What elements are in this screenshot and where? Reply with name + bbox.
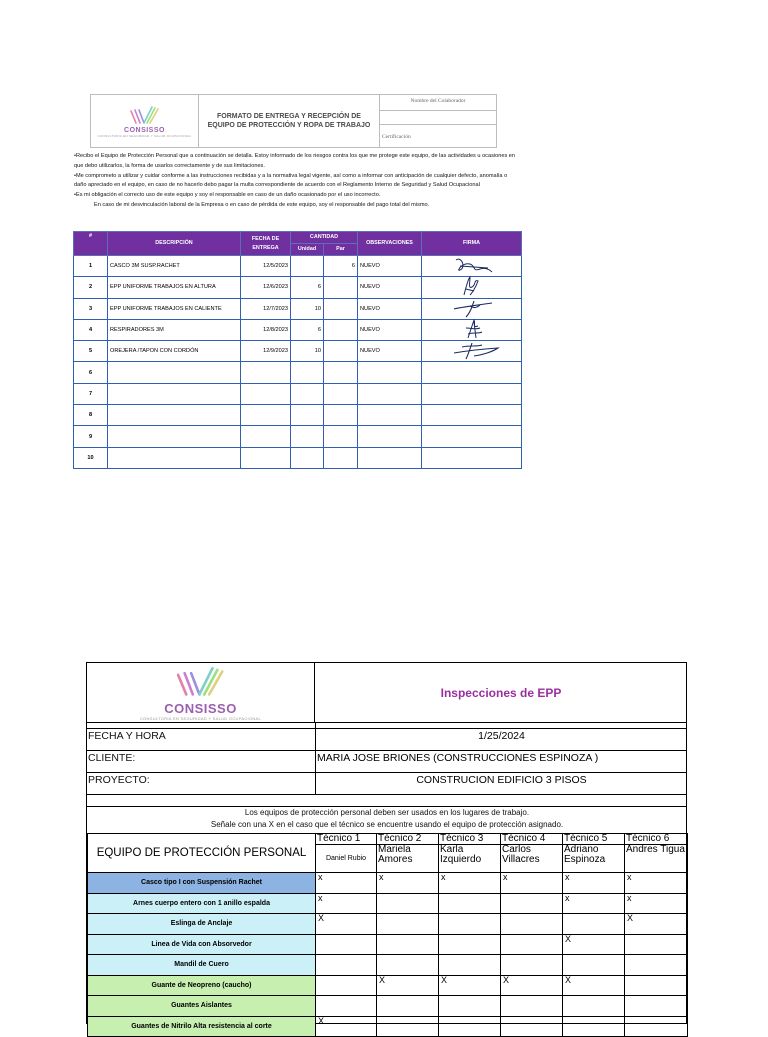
check-cell[interactable]	[625, 934, 688, 955]
check-cell[interactable]: X	[316, 1016, 377, 1037]
equipment-name: Eslinga de Anclaje	[88, 914, 316, 935]
row-date: 12/5/2023	[241, 256, 291, 277]
collaborator-label: Nombre del Colaborador	[380, 95, 496, 111]
check-cell[interactable]: x	[625, 873, 688, 894]
terms-paragraph: En caso de mi desvinculación laboral de la Empresa o en caso de pérdida de este equipo, soy el responsable del pago total del mismo.	[94, 201, 430, 208]
id-label: Certificación	[382, 134, 411, 140]
col-date-header: FECHA DE ENTREGA	[241, 232, 291, 256]
row-number: 1	[74, 256, 108, 277]
row-date	[241, 405, 291, 426]
technician-label: Técnico 1	[316, 834, 377, 845]
technician-label: Técnico 5	[563, 834, 625, 845]
row-date: 12/7/2023	[241, 298, 291, 319]
col-description-header: DESCRIPCIÓN	[108, 232, 241, 256]
check-cell[interactable]	[625, 1016, 688, 1037]
col-num-header: #	[74, 232, 108, 256]
equipment-name: Guantes Aislantes	[88, 996, 316, 1017]
form1-title: FORMATO DE ENTREGA Y RECEPCIÓN DE EQUIPO DE PROTECCIÓN Y ROPA DE TRABAJO	[199, 95, 380, 147]
check-cell[interactable]: x	[377, 873, 439, 894]
collaborator-box	[380, 95, 496, 147]
check-cell[interactable]: x	[316, 873, 377, 894]
row-unit	[291, 383, 324, 404]
field-row-client	[87, 751, 687, 773]
check-cell[interactable]: X	[377, 975, 439, 996]
row-number: 5	[74, 341, 108, 362]
signature-icon	[452, 254, 496, 276]
signature-icon	[452, 275, 496, 297]
row-observations: NUEVO	[358, 341, 422, 362]
equipment-row	[88, 955, 688, 976]
row-description: EPP UNIFORME TRABAJOS EN ALTURA	[108, 277, 241, 298]
row-number: 6	[74, 362, 108, 383]
form2-logo	[87, 663, 315, 723]
check-cell[interactable]	[377, 1016, 439, 1037]
row-pair	[324, 277, 358, 298]
technician-name: Karla Izquierdo	[439, 845, 501, 873]
terms-paragraph: •Es mi obligación el correcto uso de este equipo y soy el responsable en caso de un daño ocasionado por el uso incorrecto.	[74, 192, 381, 199]
collaborator-name-field	[380, 111, 496, 125]
check-cell[interactable]	[377, 955, 439, 976]
check-cell[interactable]	[439, 1016, 501, 1037]
spacer-row	[87, 795, 687, 807]
equipment-row	[88, 934, 688, 955]
row-number: 10	[74, 447, 108, 468]
row-unit	[291, 426, 324, 447]
field-value: 1/25/2024	[315, 729, 687, 750]
technician-name: Carlos Villacres	[501, 845, 563, 873]
equipment-name: Casco tipo I con Suspensión Rachet	[88, 873, 316, 894]
row-observations	[358, 426, 422, 447]
technician-name: Adriano Espinoza	[563, 845, 625, 873]
consisso-logo-icon	[125, 105, 165, 127]
row-signature	[422, 405, 522, 426]
form2-title: Inspecciones de EPP	[315, 663, 687, 723]
col-pair-header: Par	[324, 244, 358, 256]
equipment-name: Mandil de Cuero	[88, 955, 316, 976]
inspection-grid	[87, 833, 688, 1037]
logo-wordmark: CONSISSO	[124, 126, 165, 134]
equipment-row	[88, 914, 688, 935]
row-date	[241, 447, 291, 468]
technician-label: Técnico 2	[377, 834, 439, 845]
check-cell[interactable]	[377, 934, 439, 955]
logo-tagline: CONSULTORIA EN SEGURIDAD Y SALUD OCUPACIONAL	[97, 133, 192, 138]
row-number: 9	[74, 426, 108, 447]
check-cell[interactable]	[316, 996, 377, 1017]
check-cell[interactable]: x	[316, 893, 377, 914]
spacer-cell	[315, 723, 687, 728]
check-cell[interactable]: x	[563, 873, 625, 894]
check-cell[interactable]: x	[625, 893, 688, 914]
row-number: 7	[74, 383, 108, 404]
row-pair	[324, 447, 358, 468]
check-cell[interactable]	[439, 955, 501, 976]
row-pair	[324, 341, 358, 362]
form1-terms	[74, 152, 520, 211]
check-cell[interactable]	[316, 975, 377, 996]
technician-label: Técnico 6	[625, 834, 688, 845]
check-cell[interactable]	[563, 996, 625, 1017]
form1-header	[90, 94, 497, 148]
terms-paragraph: •Recibo el Equipo de Protección Personal que a continuación se detalla. Estoy informado de los riesgos contra los que me protege este equipo, de las actividades u ocasiones en que debo utilizarlos, la forma de usarlos correctamente y de sus limitaciones.	[74, 153, 516, 169]
row-signature	[422, 319, 522, 340]
table-row	[74, 447, 522, 468]
check-cell[interactable]	[501, 914, 563, 935]
field-label: PROYECTO:	[88, 774, 150, 786]
check-cell[interactable]	[501, 1016, 563, 1037]
row-unit: 10	[291, 341, 324, 362]
row-date: 12/9/2023	[241, 341, 291, 362]
row-observations	[358, 362, 422, 383]
check-cell[interactable]	[625, 975, 688, 996]
signature-icon	[452, 318, 496, 340]
row-observations	[358, 447, 422, 468]
row-signature	[422, 277, 522, 298]
check-cell[interactable]	[625, 955, 688, 976]
check-cell[interactable]	[377, 893, 439, 914]
row-observations: NUEVO	[358, 256, 422, 277]
row-number: 4	[74, 319, 108, 340]
row-description: OREJERA /TAPON CON CORDÓN	[108, 341, 241, 362]
row-description	[108, 383, 241, 404]
instruction-line: Los equipos de protección personal deben ser usados en los lugares de trabajo.	[244, 808, 530, 817]
technician-label: Técnico 4	[501, 834, 563, 845]
row-unit	[291, 256, 324, 277]
check-cell[interactable]	[439, 893, 501, 914]
check-cell[interactable]	[439, 934, 501, 955]
row-number: 2	[74, 277, 108, 298]
equipment-row	[88, 975, 688, 996]
row-pair	[324, 405, 358, 426]
table-row	[74, 319, 522, 340]
row-description: CASCO 3M SUSP.RACHET	[108, 256, 241, 277]
check-cell[interactable]	[439, 914, 501, 935]
row-observations	[358, 383, 422, 404]
technician-name: Andres Tigua	[625, 845, 688, 873]
signature-icon	[452, 297, 496, 319]
row-observations: NUEVO	[358, 298, 422, 319]
col-signature-header: FIRMA	[422, 232, 522, 256]
check-cell[interactable]	[501, 955, 563, 976]
row-description: EPP UNIFORME TRABAJOS EN CALIENTE	[108, 298, 241, 319]
row-signature	[422, 383, 522, 404]
equipment-row	[88, 873, 688, 894]
row-date: 12/8/2023	[241, 319, 291, 340]
row-pair	[324, 383, 358, 404]
field-row-date	[87, 729, 687, 751]
equipment-row	[88, 996, 688, 1017]
field-row-project	[87, 773, 687, 795]
row-signature	[422, 447, 522, 468]
logo-wordmark: CONSISSO	[164, 700, 237, 716]
row-observations: NUEVO	[358, 319, 422, 340]
equipment-name: Arnes cuerpo entero con 1 anillo espalda	[88, 893, 316, 914]
row-pair: 6	[324, 256, 358, 277]
row-pair	[324, 362, 358, 383]
row-date	[241, 362, 291, 383]
form1-logo	[91, 95, 199, 147]
row-unit: 10	[291, 298, 324, 319]
table-row	[74, 405, 522, 426]
row-observations: NUEVO	[358, 277, 422, 298]
equipment-row	[88, 893, 688, 914]
table-row	[74, 362, 522, 383]
table-row	[74, 341, 522, 362]
check-cell[interactable]	[316, 934, 377, 955]
check-cell[interactable]	[377, 996, 439, 1017]
row-description	[108, 447, 241, 468]
row-observations	[358, 405, 422, 426]
row-pair	[324, 426, 358, 447]
equipment-row	[88, 1016, 688, 1037]
check-cell[interactable]	[563, 955, 625, 976]
epp-delivery-table	[73, 231, 522, 469]
epp-inspection-form	[86, 662, 687, 1030]
table-row	[74, 383, 522, 404]
row-description	[108, 405, 241, 426]
field-label: FECHA Y HORA	[88, 730, 166, 742]
equipment-header: EQUIPO DE PROTECCIÓN PERSONAL	[88, 834, 316, 873]
col-quantity-header: CANTIDAD	[291, 232, 358, 244]
check-cell[interactable]	[501, 996, 563, 1017]
check-cell[interactable]: x	[563, 893, 625, 914]
row-pair	[324, 298, 358, 319]
technician-name: Daniel Rubio	[316, 845, 377, 873]
check-cell[interactable]	[501, 934, 563, 955]
check-cell[interactable]	[316, 955, 377, 976]
table-row	[74, 256, 522, 277]
check-cell[interactable]: X	[563, 934, 625, 955]
row-signature	[422, 341, 522, 362]
consisso-logo-icon	[163, 665, 239, 701]
check-cell[interactable]	[501, 893, 563, 914]
logo-tagline: CONSULTORIA EN SEGURIDAD Y SALUD OCUPACIONAL	[139, 715, 262, 721]
check-cell[interactable]	[439, 996, 501, 1017]
row-unit	[291, 362, 324, 383]
check-cell[interactable]	[563, 1016, 625, 1037]
check-cell[interactable]	[625, 996, 688, 1017]
instruction-line: Señale con una X en el caso que el técnico se encuentre usando el equipo de protección asignado.	[210, 820, 564, 829]
table-row	[74, 426, 522, 447]
equipment-name: Guante de Neopreno (caucho)	[88, 975, 316, 996]
field-value: CONSTRUCION EDIFICIO 3 PISOS	[315, 773, 687, 794]
technician-name: Mariela Amores	[377, 845, 439, 873]
row-unit: 6	[291, 319, 324, 340]
check-cell[interactable]	[377, 914, 439, 935]
row-number: 8	[74, 405, 108, 426]
row-description	[108, 426, 241, 447]
check-cell[interactable]: X	[501, 975, 563, 996]
row-unit	[291, 405, 324, 426]
row-number: 3	[74, 298, 108, 319]
terms-paragraph: •Me comprometo a utilizar y cuidar conforme a las instrucciones recibidas y a la normativa legal vigente, así como a informar con anticipación de cualquier defecto, anomalía o daño apreciado en el equipo, en caso de no hacerlo debo pagar la multa correspondiente de acuerdo con el Reglamento Interno de Seguridad y Salud Ocupacional	[74, 172, 508, 189]
equipment-name: Guantes de Nitrilo Alta resistencia al corte	[88, 1016, 316, 1037]
row-description: RESPIRADORES 3M	[108, 319, 241, 340]
table-row	[74, 277, 522, 298]
check-cell[interactable]: X	[439, 975, 501, 996]
technician-label: Técnico 3	[439, 834, 501, 845]
row-unit: 6	[291, 277, 324, 298]
row-signature	[422, 426, 522, 447]
field-label: CLIENTE:	[88, 752, 136, 764]
row-date	[241, 426, 291, 447]
check-cell[interactable]: X	[316, 914, 377, 935]
row-signature	[422, 298, 522, 319]
check-cell[interactable]: x	[439, 873, 501, 894]
row-pair	[324, 319, 358, 340]
col-observations-header: OBSERVACIONES	[358, 232, 422, 256]
check-cell[interactable]: x	[501, 873, 563, 894]
check-cell[interactable]: X	[563, 975, 625, 996]
check-cell[interactable]	[563, 914, 625, 935]
field-value: MARIA JOSE BRIONES (CONSTRUCCIONES ESPINOZA )	[315, 751, 687, 772]
table-row	[74, 298, 522, 319]
row-date	[241, 383, 291, 404]
signature-icon	[452, 339, 502, 361]
row-signature	[422, 256, 522, 277]
row-unit	[291, 447, 324, 468]
col-unit-header: Unidad	[291, 244, 324, 256]
row-description	[108, 362, 241, 383]
row-signature	[422, 362, 522, 383]
equipment-name: Linea de Vida con Absorvedor	[88, 934, 316, 955]
row-date: 12/6/2023	[241, 277, 291, 298]
check-cell[interactable]: X	[625, 914, 688, 935]
